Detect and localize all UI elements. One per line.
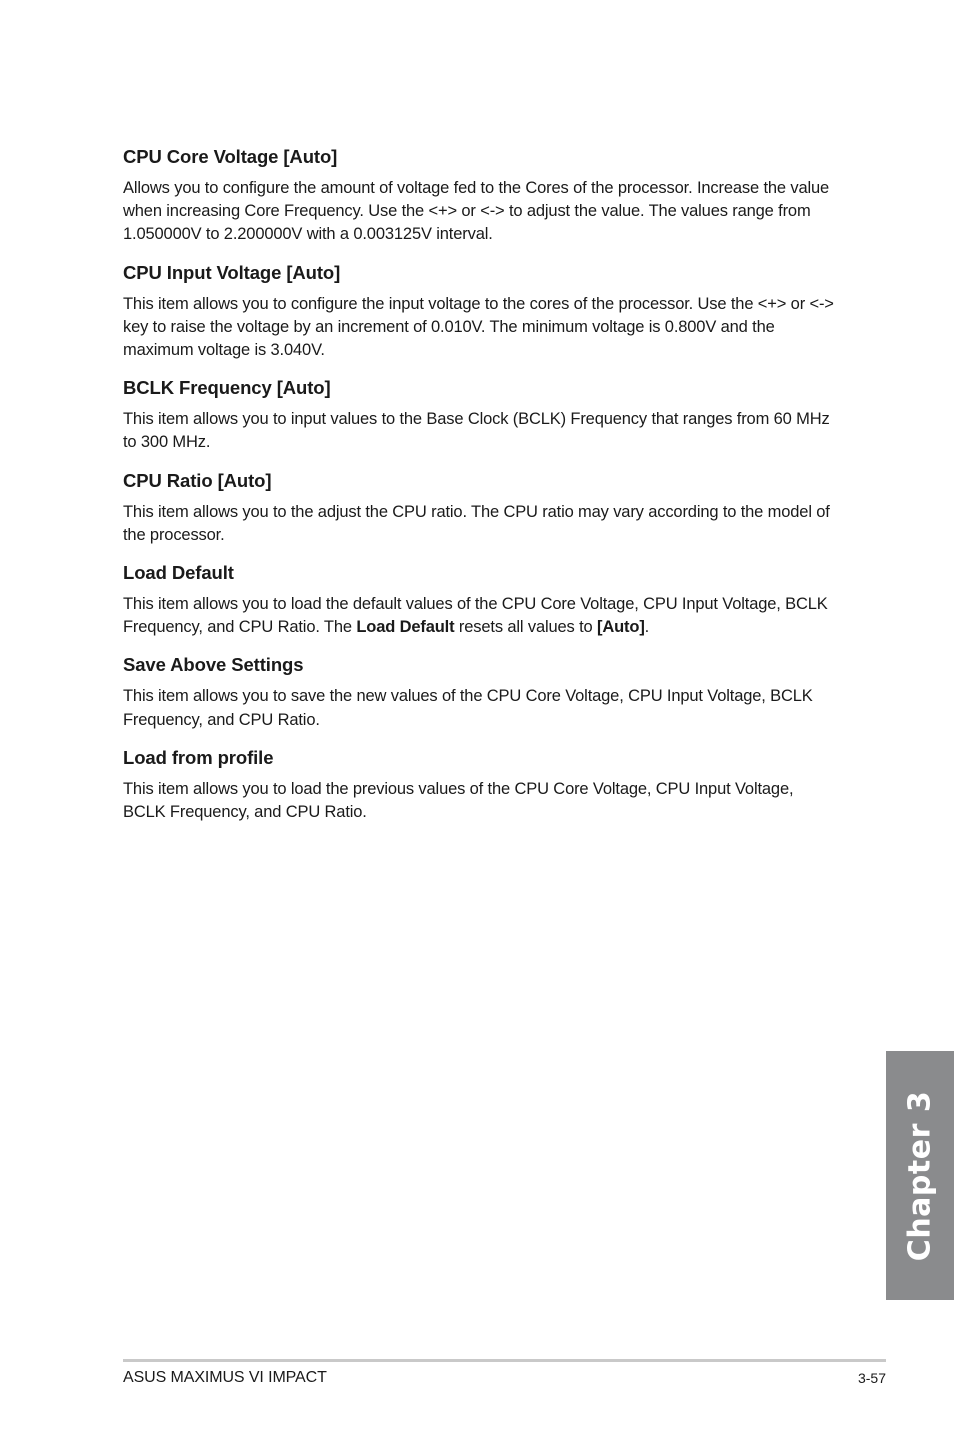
section-heading: CPU Core Voltage [Auto] [123, 146, 338, 167]
section-body: Allows you to configure the amount of voltage fed to the Cores of the processor. Increase the value when increasing Core Frequency. Use the <+> or <-> to adjust the value. The values range from 1.050000V to 2.200000V with a 0.003125V interval. [123, 179, 830, 244]
section-cpu-ratio [123, 469, 839, 547]
section-save-above-settings [123, 653, 839, 731]
footer-page-number: 3-57 [857, 1370, 886, 1386]
section-body: This item allows you to configure the input voltage to the cores of the processor. Use the <+> or <-> key to raise the voltage by an increment of 0.010V. The minimum voltage is 0.800V and the maximum voltage is 3.040V. [123, 294, 834, 360]
body-text: . [644, 618, 650, 637]
section-heading: Save Above Settings [123, 654, 304, 676]
footer-divider [123, 1359, 886, 1362]
section-body: This item allows you to the adjust the CPU ratio. The CPU ratio may vary according to the model of the processor. [123, 502, 830, 544]
section-heading: BCLK Frequency [Auto] [123, 377, 331, 399]
section-heading: Load from profile [123, 746, 274, 768]
section-cpu-core-voltage [123, 145, 839, 247]
section-load-from-profile [123, 746, 839, 824]
footer-product-name: ASUS MAXIMUS VI IMPACT [123, 1369, 327, 1386]
section-body: This item allows you to save the new values of the CPU Core Voltage, CPU Input Voltage, BCLK Frequency, and CPU Ratio. [123, 687, 813, 729]
chapter-tab [886, 1051, 954, 1300]
chapter-tab-label: Chapter 3 [902, 1090, 938, 1261]
section-cpu-input-voltage [123, 261, 839, 363]
section-heading: Load Default [123, 562, 234, 584]
section-body: This item allows you to load the previous values of the CPU Core Voltage, CPU Input Voltage, BCLK Frequency, and CPU Ratio. [123, 779, 794, 822]
body-text: This item allows you to load the default values of the CPU Core Voltage, CPU Input Voltage, BCLK Frequency, and CPU Ratio. The [123, 595, 828, 637]
section-load-default [123, 561, 839, 639]
body-bold-text: [Auto] [597, 618, 645, 637]
section-heading: CPU Input Voltage [Auto] [123, 261, 341, 283]
section-heading: CPU Ratio [Auto] [123, 469, 272, 491]
section-body [123, 593, 839, 639]
body-bold-text: Load Default [356, 618, 455, 637]
section-bclk-frequency [123, 376, 839, 454]
body-text: resets all values to [454, 618, 597, 637]
section-body: This item allows you to input values to the Base Clock (BCLK) Frequency that ranges from 60 MHz to 300 MHz. [123, 410, 830, 452]
manual-content [123, 145, 839, 838]
